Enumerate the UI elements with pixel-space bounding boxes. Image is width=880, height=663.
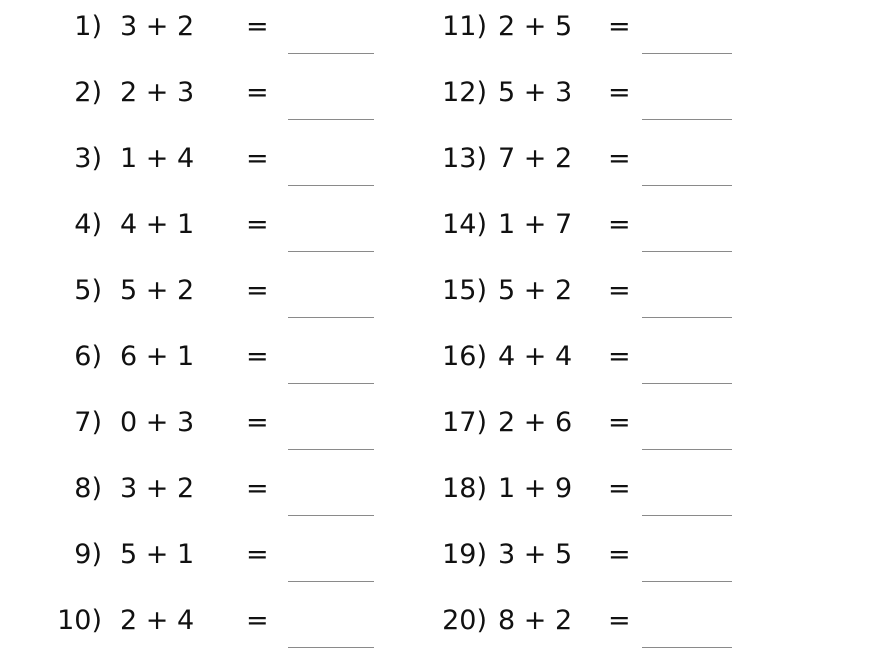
equals-sign: = (246, 209, 269, 240)
equals-sign: = (608, 275, 631, 306)
problem-expression: 6 + 1 (120, 341, 195, 372)
problem-expression: 2 + 6 (498, 407, 573, 438)
problem-row (0, 201, 880, 267)
problem-number: 3) (74, 143, 102, 174)
problem-expression: 5 + 2 (498, 275, 573, 306)
problem-row (0, 135, 880, 201)
problem-number: 9) (74, 539, 102, 570)
problem-row (0, 69, 880, 135)
problem-number: 14) (442, 209, 487, 240)
problem-row (0, 267, 880, 333)
problem-expression: 1 + 7 (498, 209, 573, 240)
problem-number: 1) (74, 11, 102, 42)
equals-sign: = (608, 143, 631, 174)
problem-number: 6) (74, 341, 102, 372)
problem-number: 15) (442, 275, 487, 306)
problem-expression: 3 + 2 (120, 473, 195, 504)
equals-sign: = (246, 143, 269, 174)
problem-expression: 8 + 2 (498, 605, 573, 636)
equals-sign: = (246, 473, 269, 504)
problem-expression: 5 + 3 (498, 77, 573, 108)
problem-number: 4) (74, 209, 102, 240)
equals-sign: = (608, 473, 631, 504)
problem-number: 7) (74, 407, 102, 438)
equals-sign: = (608, 77, 631, 108)
answer-blank[interactable] (642, 251, 732, 252)
problem-row (0, 465, 880, 531)
answer-blank[interactable] (642, 515, 732, 516)
equals-sign: = (246, 275, 269, 306)
problem-expression: 1 + 9 (498, 473, 573, 504)
equals-sign: = (608, 539, 631, 570)
equals-sign: = (246, 11, 269, 42)
answer-blank[interactable] (642, 383, 732, 384)
problem-number: 2) (74, 77, 102, 108)
problem-expression: 2 + 4 (120, 605, 195, 636)
answer-blank[interactable] (642, 119, 732, 120)
equals-sign: = (608, 209, 631, 240)
problem-number: 17) (442, 407, 487, 438)
equals-sign: = (246, 341, 269, 372)
problem-expression: 5 + 2 (120, 275, 195, 306)
problem-expression: 5 + 1 (120, 539, 195, 570)
problem-number: 11) (442, 11, 487, 42)
equals-sign: = (246, 605, 269, 636)
problem-expression: 0 + 3 (120, 407, 195, 438)
answer-blank[interactable] (642, 647, 732, 648)
equals-sign: = (246, 77, 269, 108)
problem-expression: 1 + 4 (120, 143, 195, 174)
equals-sign: = (608, 605, 631, 636)
equals-sign: = (246, 539, 269, 570)
problem-number: 10) (57, 605, 102, 636)
problem-expression: 4 + 1 (120, 209, 195, 240)
problem-number: 16) (442, 341, 487, 372)
problem-row (0, 399, 880, 465)
problem-expression: 7 + 2 (498, 143, 573, 174)
problem-row (0, 531, 880, 597)
equals-sign: = (246, 407, 269, 438)
problem-number: 12) (442, 77, 487, 108)
answer-blank[interactable] (642, 449, 732, 450)
problem-expression: 2 + 5 (498, 11, 573, 42)
answer-blank[interactable] (642, 317, 732, 318)
problem-number: 13) (442, 143, 487, 174)
equals-sign: = (608, 11, 631, 42)
problem-expression: 4 + 4 (498, 341, 573, 372)
problem-row (0, 333, 880, 399)
problem-expression: 2 + 3 (120, 77, 195, 108)
problem-number: 19) (442, 539, 487, 570)
problem-number: 5) (74, 275, 102, 306)
answer-blank[interactable] (642, 53, 732, 54)
problem-number: 8) (74, 473, 102, 504)
problem-row (0, 3, 880, 69)
problem-number: 18) (442, 473, 487, 504)
equals-sign: = (608, 341, 631, 372)
problem-expression: 3 + 2 (120, 11, 195, 42)
problem-expression: 3 + 5 (498, 539, 573, 570)
problem-row (0, 597, 880, 663)
answer-blank[interactable] (642, 581, 732, 582)
problem-number: 20) (442, 605, 487, 636)
answer-blank[interactable] (642, 185, 732, 186)
equals-sign: = (608, 407, 631, 438)
